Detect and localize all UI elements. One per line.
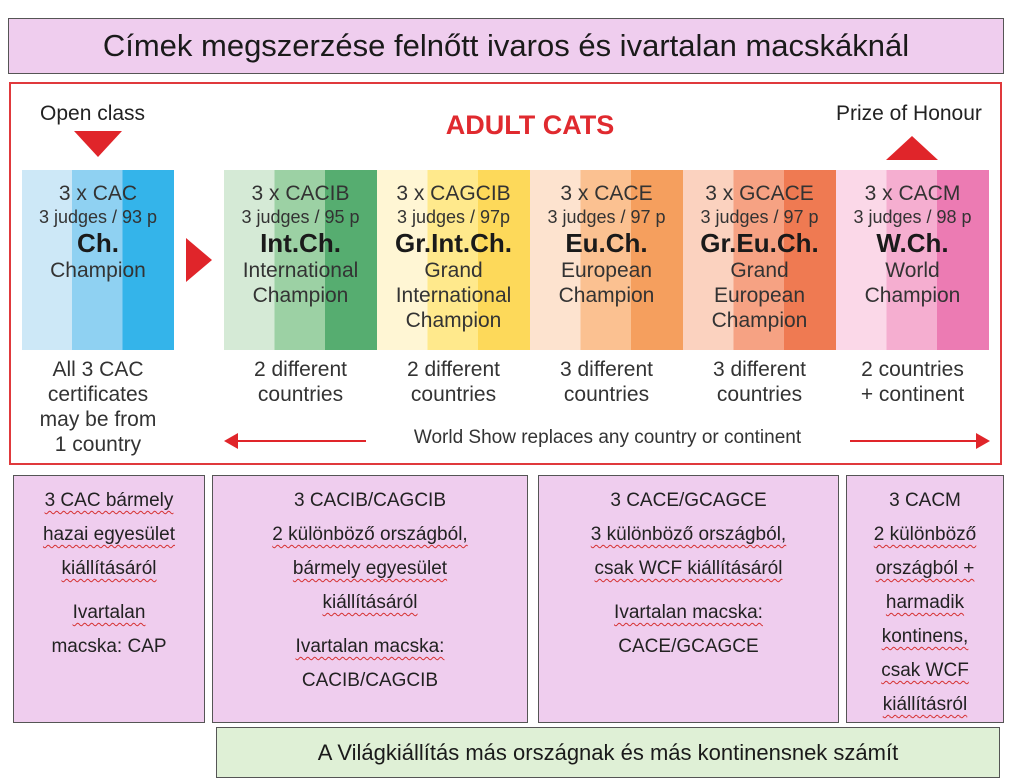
title-abbreviation: Gr.Eu.Ch. bbox=[700, 228, 819, 258]
note-international-champion bbox=[224, 357, 377, 407]
note-line: countries bbox=[410, 383, 497, 406]
hu-line: kiállításról bbox=[882, 694, 968, 715]
judges-label: 3 judges / 95 p bbox=[241, 207, 360, 227]
note-line: 3 different bbox=[712, 358, 806, 381]
certificate-label: 3 x CAGCIB bbox=[396, 182, 511, 205]
hu-line: macska: CAP bbox=[51, 636, 167, 657]
world-show-hu-banner bbox=[216, 727, 1000, 778]
note-line: 2 countries bbox=[861, 358, 964, 381]
note-line: 2 different bbox=[406, 358, 500, 381]
title-name: European bbox=[560, 259, 653, 282]
hu-line: harmadik bbox=[885, 592, 965, 613]
prize-of-honour-label: Prize of Honour bbox=[836, 102, 982, 125]
hu-box-cacm bbox=[846, 475, 1004, 723]
certificate-label: 3 x CACE bbox=[560, 182, 653, 205]
certificate-label: 3 x GCACE bbox=[705, 182, 814, 205]
judges-label: 3 judges / 97p bbox=[396, 207, 511, 227]
judges-label: 3 judges / 98 p bbox=[853, 207, 972, 227]
note-line: 1 country bbox=[54, 433, 142, 456]
title-card-champion bbox=[22, 170, 174, 350]
title-name: Champion bbox=[252, 284, 349, 307]
title-banner bbox=[8, 18, 1004, 74]
note-line: + continent bbox=[860, 383, 965, 406]
title-name: Champion bbox=[405, 309, 502, 332]
hu-line: Ivartalan macska: bbox=[295, 636, 445, 657]
hu-line: kontinens, bbox=[881, 626, 969, 647]
note-line: may be from bbox=[39, 408, 157, 431]
open-class-label: Open class bbox=[40, 102, 146, 125]
certificate-label: 3 x CAC bbox=[58, 182, 138, 205]
hu-line: 3 különböző országból, bbox=[590, 524, 787, 545]
hu-line: országból + bbox=[875, 558, 975, 579]
title-abbreviation: Gr.Int.Ch. bbox=[395, 228, 512, 258]
title-name: Champion bbox=[558, 284, 655, 307]
note-champion bbox=[22, 357, 174, 457]
hu-line: 3 CACM bbox=[889, 490, 961, 511]
page-title: Címek megszerzése felnőtt ivaros és ivartalan macskáknál bbox=[102, 28, 910, 63]
title-name: European bbox=[713, 284, 806, 307]
title-card-international-champion bbox=[224, 170, 377, 350]
note-grand-international-champion bbox=[377, 357, 530, 407]
hu-line: 3 CACE/GCAGCE bbox=[610, 490, 767, 511]
title-name: World bbox=[885, 259, 940, 282]
note-line: countries bbox=[563, 383, 650, 406]
progression-arrow-icon bbox=[186, 238, 212, 282]
judges-label: 3 judges / 97 p bbox=[547, 207, 666, 227]
hu-line: hazai egyesület bbox=[42, 524, 176, 545]
title-name: Champion bbox=[711, 309, 808, 332]
hu-line: kiállításáról bbox=[322, 592, 418, 613]
title-abbreviation: Ch. bbox=[77, 228, 119, 258]
hu-box-cace bbox=[538, 475, 839, 723]
title-abbreviation: Int.Ch. bbox=[260, 228, 341, 258]
world-show-line-left bbox=[236, 440, 366, 442]
hu-line: kiállításáról bbox=[61, 558, 157, 579]
title-name: International bbox=[242, 259, 359, 282]
certificate-label: 3 x CACIB bbox=[251, 182, 350, 205]
title-card-grand-european-champion bbox=[683, 170, 836, 350]
hu-line: CACIB/CAGCIB bbox=[301, 670, 439, 691]
title-name: Grand bbox=[730, 259, 789, 282]
note-line: countries bbox=[716, 383, 803, 406]
certificate-label: 3 x CACM bbox=[864, 182, 961, 205]
hu-line: 3 CAC bármely bbox=[44, 490, 174, 511]
hu-line: bármely egyesület bbox=[292, 558, 448, 579]
note-line: countries bbox=[257, 383, 344, 406]
hu-box-cacib bbox=[212, 475, 528, 723]
title-name: Champion bbox=[864, 284, 961, 307]
hu-line: 2 különböző országból, bbox=[272, 524, 468, 545]
judges-label: 3 judges / 97 p bbox=[700, 207, 819, 227]
hu-line: 2 különböző bbox=[873, 524, 977, 545]
prize-of-honour-arrow-icon bbox=[886, 136, 938, 160]
hu-line: csak WCF kiállításáról bbox=[594, 558, 783, 579]
note-line: 2 different bbox=[253, 358, 347, 381]
title-name: International bbox=[395, 284, 512, 307]
world-show-note: World Show replaces any country or continent bbox=[413, 427, 802, 448]
hu-box-cac bbox=[13, 475, 205, 723]
title-abbreviation: Eu.Ch. bbox=[565, 228, 648, 258]
open-class-arrow-icon bbox=[74, 131, 122, 157]
hu-line: csak WCF bbox=[881, 660, 969, 681]
hu-line: Ivartalan bbox=[72, 602, 146, 623]
note-line: 3 different bbox=[559, 358, 653, 381]
hu-line: Ivartalan macska: bbox=[614, 602, 763, 623]
note-european-champion bbox=[530, 357, 683, 407]
judges-label: 3 judges / 93 p bbox=[38, 207, 158, 227]
title-card-world-champion bbox=[836, 170, 989, 350]
title-name: Champion bbox=[50, 259, 146, 282]
adult-cats-heading: ADULT CATS bbox=[445, 110, 615, 140]
title-abbreviation: W.Ch. bbox=[876, 228, 949, 258]
title-name: Grand bbox=[424, 259, 483, 282]
note-line: All 3 CAC bbox=[52, 358, 144, 381]
hu-line: CACE/GCAGCE bbox=[618, 636, 759, 657]
world-show-line-right bbox=[850, 440, 978, 442]
hu-line: 3 CACIB/CAGCIB bbox=[293, 490, 447, 511]
title-card-european-champion bbox=[530, 170, 683, 350]
note-line: certificates bbox=[47, 383, 149, 406]
title-card-grand-international-champion bbox=[377, 170, 530, 350]
arrow-right-icon bbox=[976, 433, 990, 449]
note-grand-european-champion bbox=[683, 357, 836, 407]
note-world-champion bbox=[836, 357, 989, 407]
world-show-hu-text: A Világkiállítás más országnak és más kontinensnek számít bbox=[317, 739, 899, 765]
